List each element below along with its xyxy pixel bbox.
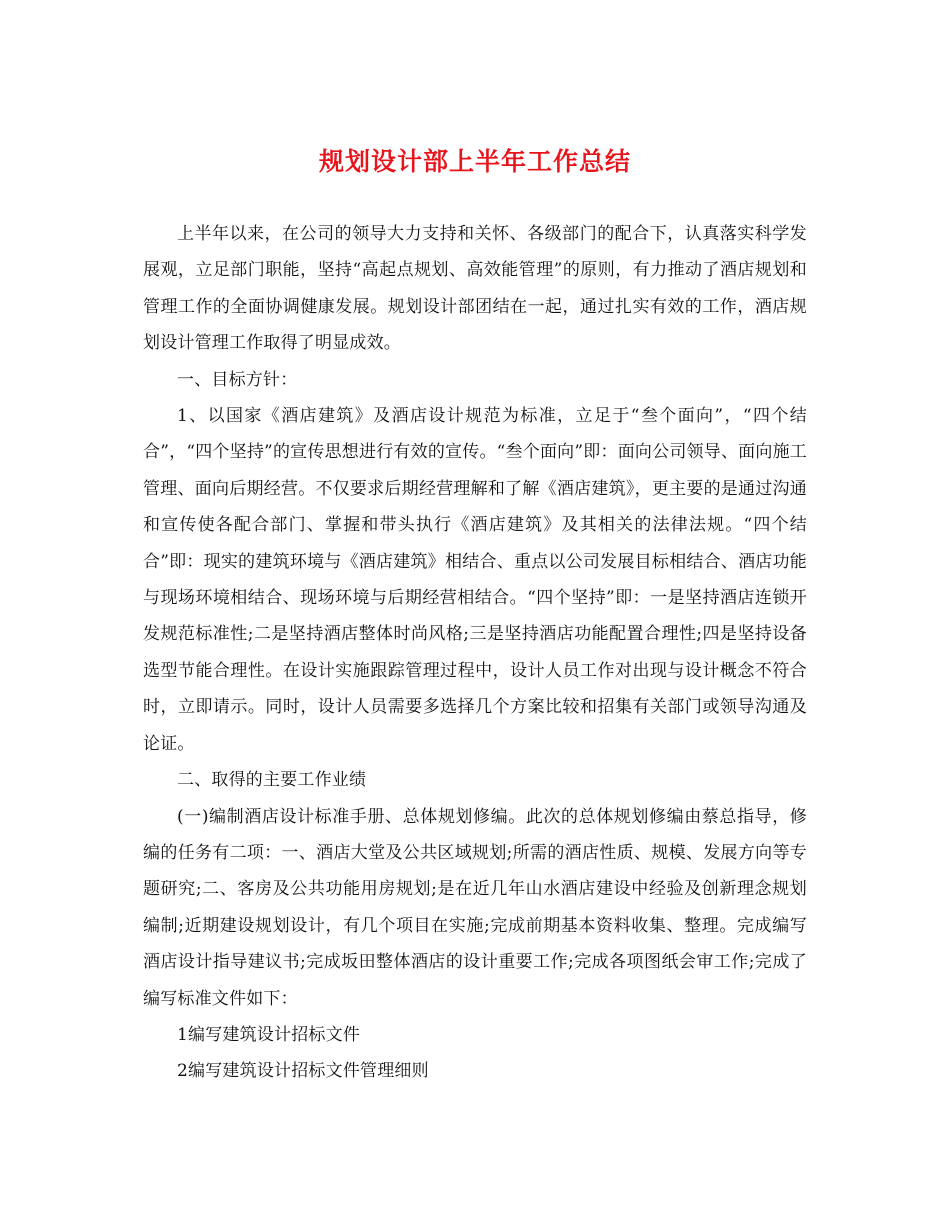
document-body	[143, 216, 807, 1090]
paragraph-intro: 上半年以来，在公司的领导大力支持和关怀、各级部门的配合下，认真落实科学发展观，立足部门职能，坚持“高起点规划、高效能管理”的原则，有力推动了酒店规划和管理工作的全面协调健康发展。规划设计部团结在一起，通过扎实有效的工作，酒店规划设计管理工作取得了明显成效。	[143, 224, 807, 354]
list-item-1: 1编写建筑设计招标文件	[177, 1024, 361, 1045]
document-title: 规划设计部上半年工作总结	[318, 147, 631, 176]
paragraph-goals-detail: 1、以国家《酒店建筑》及酒店设计规范为标准，立足于“叁个面向”，“四个结合”，“四个坚持”的宣传思想进行有效的宣传。“叁个面向”即：面向公司领导、面向施工管理、面向后期经营。不仅要求后期经营理解和了解《酒店建筑》，更主要的是通过沟通和宣传使各配合部门、掌握和带头执行《酒店建筑》及其相关的法律法规。“四个结合”即：现实的建筑环境与《酒店建筑》相结合、重点以公司发展目标相结合、酒店功能与现场环境相结合、现场环境与后期经营相结合。“四个坚持”即：一是坚持酒店连锁开发规范标准性;二是坚持酒店整体时尚风格;三是坚持酒店功能配置合理性;四是坚持设备选型节能合理性。在设计实施跟踪管理过程中，设计人员工作对出现与设计概念不符合时，立即请示。同时，设计人员需要多选择几个方案比较和招集有关部门或领导沟通及论证。	[143, 406, 807, 754]
paragraph-achievements-detail: (一)编制酒店设计标准手册、总体规划修编。此次的总体规划修编由蔡总指导，修编的任务有二项：一、酒店大堂及公共区域规划;所需的酒店性质、规模、发展方向等专题研究;二、客房及公共功能用房规划;是在近几年山水酒店建设中经验及创新理念规划编制;近期建设规划设计，有几个项目在实施;完成前期基本资料收集、整理。完成编写酒店设计指导建议书;完成坂田整体酒店的设计重要工作;完成各项图纸会审工作;完成了编写标准文件如下：	[143, 806, 807, 1009]
list-item-2: 2编写建筑设计招标文件管理细则	[177, 1061, 429, 1082]
section-heading-goals: 一、目标方针：	[177, 369, 298, 390]
section-heading-achievements: 二、取得的主要工作业绩	[177, 770, 367, 791]
